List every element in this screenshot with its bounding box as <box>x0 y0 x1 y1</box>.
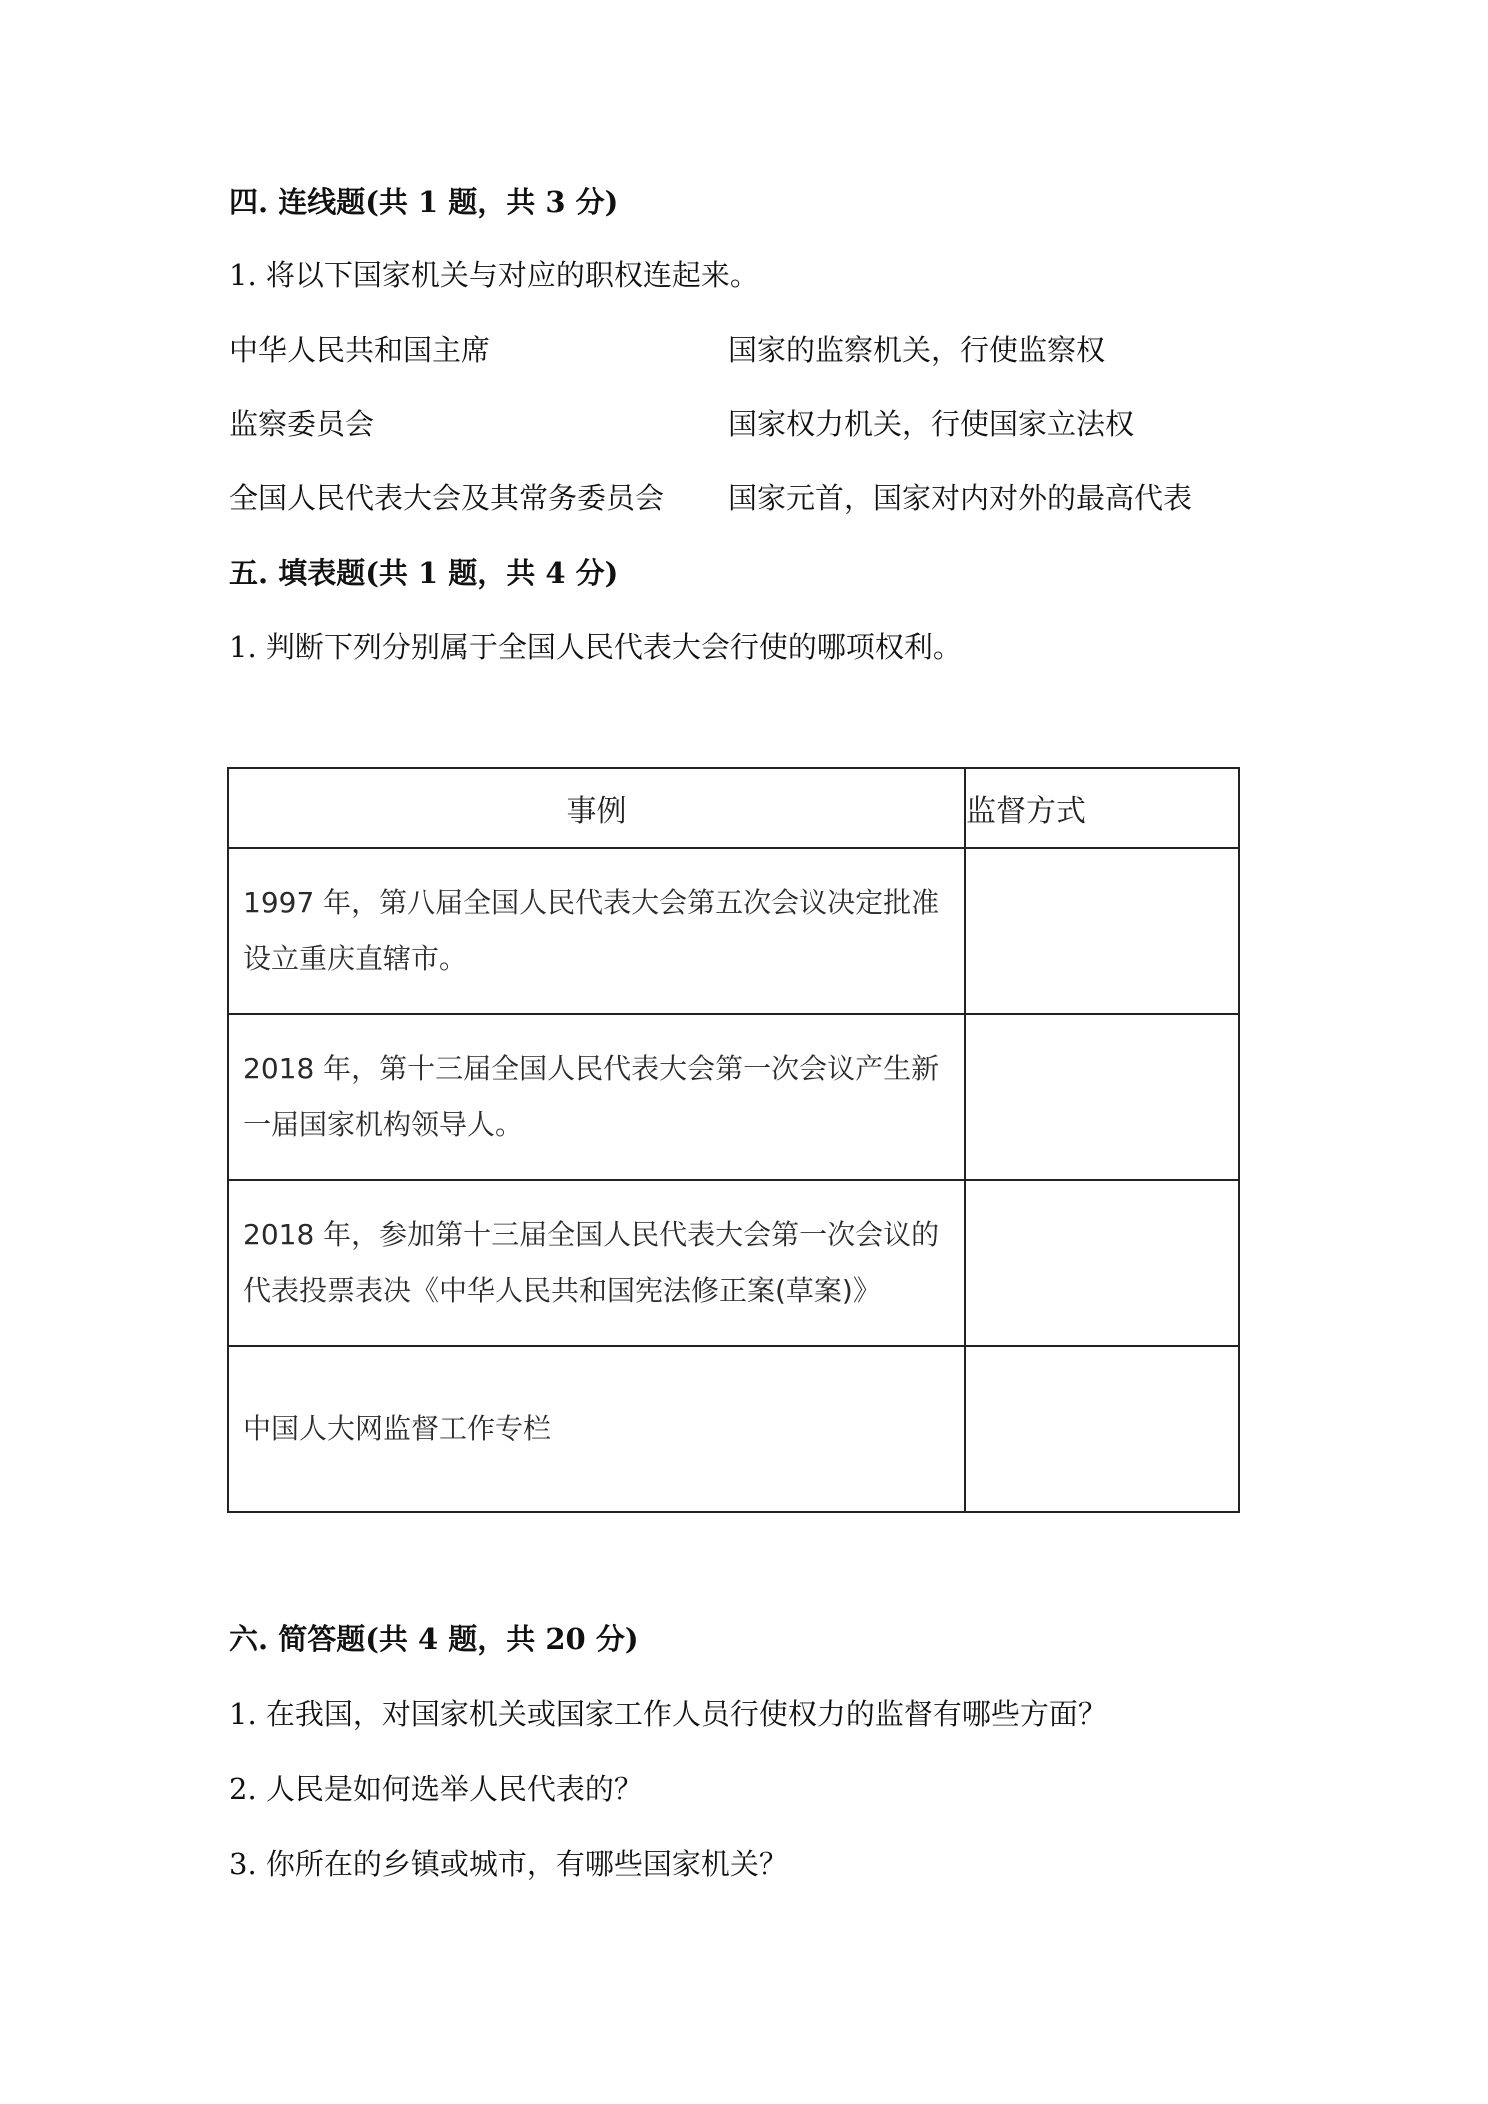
match-left-item: 全国人民代表大会及其常务委员会 <box>229 481 665 515</box>
match-left-item: 中华人民共和国主席 <box>229 333 491 367</box>
match-right-item: 国家元首，国家对内对外的最高代表 <box>728 481 1193 515</box>
example-cell: 2018 年，第十三届全国人民代表大会第一次会议产生新一届国家机构领导人。 <box>228 1014 965 1180</box>
section4-heading: 四. 连线题(共 1 题，共 3 分) <box>229 185 619 219</box>
section5-heading: 五. 填表题(共 1 题，共 4 分) <box>229 556 619 590</box>
table-row <box>228 848 1239 1014</box>
match-right-item: 国家权力机关，行使国家立法权 <box>728 407 1135 441</box>
match-right-item: 国家的监察机关，行使监察权 <box>728 333 1106 367</box>
column-header-example: 事例 <box>228 768 965 848</box>
fill-table <box>227 767 1240 1513</box>
table-header-row <box>228 768 1239 848</box>
table-row <box>228 1014 1239 1180</box>
match-left-item: 监察委员会 <box>229 407 375 441</box>
short-answer-question: 2. 人民是如何选举人民代表的？ <box>229 1772 643 1806</box>
column-header-method: 监督方式 <box>965 768 1239 848</box>
answer-cell[interactable] <box>965 848 1239 1014</box>
example-cell: 1997 年，第八届全国人民代表大会第五次会议决定批准设立重庆直辖市。 <box>228 848 965 1014</box>
table-row <box>228 1180 1239 1346</box>
answer-cell[interactable] <box>965 1180 1239 1346</box>
answer-cell[interactable] <box>965 1014 1239 1180</box>
section4-question: 1. 将以下国家机关与对应的职权连起来。 <box>229 258 759 292</box>
answer-cell[interactable] <box>965 1346 1239 1512</box>
short-answer-question: 1. 在我国，对国家机关或国家工作人员行使权力的监督有哪些方面？ <box>229 1697 1107 1731</box>
example-cell: 中国人大网监督工作专栏 <box>228 1346 965 1512</box>
example-cell: 2018 年，参加第十三届全国人民代表大会第一次会议的代表投票表决《中华人民共和国宪法修正案(草案)》 <box>228 1180 965 1346</box>
table-row <box>228 1346 1239 1512</box>
section6-heading: 六. 简答题(共 4 题，共 20 分) <box>229 1622 639 1656</box>
section5-question: 1. 判断下列分别属于全国人民代表大会行使的哪项权利。 <box>229 630 962 664</box>
short-answer-question: 3. 你所在的乡镇或城市，有哪些国家机关？ <box>229 1847 788 1881</box>
